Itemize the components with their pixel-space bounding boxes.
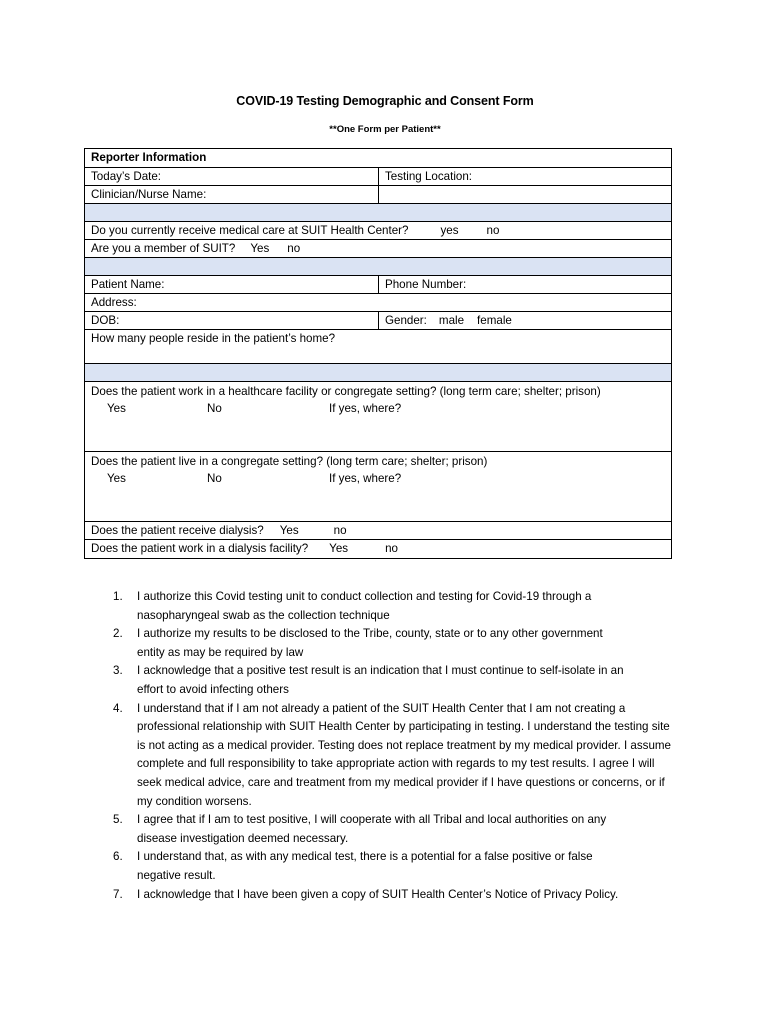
suit-member-cell xyxy=(85,240,671,257)
consent-item xyxy=(113,886,683,905)
consent-text-rest: entity as may be required by law xyxy=(137,645,304,659)
consent-item xyxy=(113,588,683,625)
dialysis-question: Does the patient receive dialysis? xyxy=(91,524,264,537)
page-subtitle: **One Form per Patient** xyxy=(329,124,441,135)
live-congregate-options xyxy=(91,470,671,487)
consent-text-rest: disease investigation deemed necessary. xyxy=(137,831,349,845)
consent-number: 7. xyxy=(113,887,123,901)
consent-list xyxy=(113,588,683,904)
page-title: COVID-19 Testing Demographic and Consent Form xyxy=(236,94,534,108)
dob-field[interactable]: DOB: xyxy=(85,312,379,329)
consent-item xyxy=(113,811,683,848)
consent-number: 1. xyxy=(113,590,123,603)
work-healthcare-no-option[interactable]: No xyxy=(207,402,222,415)
live-congregate-yes-option[interactable]: Yes xyxy=(107,472,126,485)
reporter-heading-row xyxy=(85,149,671,168)
gender-female-option[interactable]: female xyxy=(477,314,512,327)
clinician-name-field[interactable]: Clinician/Nurse Name: xyxy=(85,186,379,203)
dialysis-cell xyxy=(85,522,671,539)
live-congregate-where-field[interactable]: If yes, where? xyxy=(329,472,402,485)
consent-text-rest: negative result. xyxy=(137,868,216,882)
date-location-row xyxy=(85,168,671,186)
live-congregate-question: Does the patient live in a congregate setting? (long term care; shelter; prison) xyxy=(91,455,488,468)
consent-text-line: I authorize my results to be disclosed to the Tribe, county, state or to any other government xyxy=(137,627,603,641)
residents-row xyxy=(85,330,671,364)
dialysis-row xyxy=(85,522,671,540)
consent-number: 3. xyxy=(113,664,123,678)
consent-text-line: I authorize this Covid testing unit to conduct collection and testing for Covid-19 through a xyxy=(137,590,592,603)
reporter-heading: Reporter Information xyxy=(91,151,207,164)
suit-member-yes-option[interactable]: Yes xyxy=(250,242,270,255)
clinician-row xyxy=(85,186,671,204)
work-healthcare-options xyxy=(91,400,671,417)
work-healthcare-where-field[interactable]: If yes, where? xyxy=(329,402,402,415)
consent-number: 6. xyxy=(113,850,123,864)
gender-cell xyxy=(379,312,671,329)
work-healthcare-row xyxy=(85,382,671,452)
medical-care-cell xyxy=(85,222,671,239)
work-healthcare-cell xyxy=(85,382,671,417)
medical-care-row xyxy=(85,222,671,240)
gender-label: Gender: xyxy=(385,314,427,327)
clinician-row-empty-cell xyxy=(379,186,671,203)
shaded-divider-row xyxy=(85,364,671,382)
consent-text-line: I acknowledge that I have been given a copy of SUIT Health Center’s Notice of Privacy Policy. xyxy=(137,887,619,901)
work-healthcare-question: Does the patient work in a healthcare facility or congregate setting? (long term care; shelter; prison) xyxy=(91,385,601,398)
shaded-divider xyxy=(85,204,671,221)
live-congregate-no-option[interactable]: No xyxy=(207,472,222,485)
consent-text-line: I understand that if I am not already a patient of the SUIT Health Center that I am not creating a xyxy=(137,701,626,715)
shaded-divider xyxy=(85,364,671,381)
dialysis-work-no-option[interactable]: no xyxy=(385,542,398,555)
work-healthcare-yes-option[interactable]: Yes xyxy=(107,402,126,415)
live-congregate-cell xyxy=(85,452,671,487)
consent-number: 5. xyxy=(113,813,123,827)
consent-text-rest: professional relationship with SUIT Health Center by participating in testing. I understand the testing site is not acting as a medical provider. Testing does not replace treatment by my medical provider. I assume complete and full responsibility to take appropriate action with regards to my test results. I agree I will seek medical advice, care and treatment from my medical provider if I have questions or concerns, or if my condition worsens. xyxy=(137,720,672,808)
consent-item xyxy=(113,848,683,885)
consent-number: 2. xyxy=(113,627,123,641)
form-table xyxy=(84,148,672,559)
shaded-divider-row xyxy=(85,258,671,276)
dialysis-no-option[interactable]: no xyxy=(333,524,347,537)
dialysis-work-cell xyxy=(85,540,671,558)
residents-field[interactable]: How many people reside in the patient’s home? xyxy=(91,332,336,345)
patient-name-row xyxy=(85,276,671,294)
consent-text-line: I understand that, as with any medical test, there is a potential for a false positive or false xyxy=(137,850,593,864)
suit-member-question: Are you a member of SUIT? xyxy=(91,242,236,255)
consent-item xyxy=(113,625,683,662)
consent-text-line: I agree that if I am to test positive, I will cooperate with all Tribal and local authorities on any xyxy=(137,813,607,827)
dob-gender-row xyxy=(85,312,671,330)
address-field[interactable]: Address: xyxy=(91,296,137,309)
medical-care-no-option[interactable]: no xyxy=(486,224,500,237)
suit-member-no-option[interactable]: no xyxy=(287,242,301,255)
medical-care-yes-option[interactable]: yes xyxy=(440,224,459,237)
consent-item xyxy=(113,700,683,812)
shaded-divider xyxy=(85,258,671,275)
suit-member-row xyxy=(85,240,671,258)
consent-text-rest: effort to avoid infecting others xyxy=(137,682,289,696)
live-congregate-row xyxy=(85,452,671,522)
dialysis-yes-option[interactable]: Yes xyxy=(279,524,299,537)
consent-number: 4. xyxy=(113,701,123,715)
consent-text-line: I acknowledge that a positive test result is an indication that I must continue to self-isolate in an xyxy=(137,664,624,678)
dialysis-work-row xyxy=(85,540,671,558)
phone-number-field[interactable]: Phone Number: xyxy=(385,278,467,291)
testing-location-field[interactable]: Testing Location: xyxy=(385,170,473,183)
consent-item xyxy=(113,662,683,699)
consent-text-rest: nasopharyngeal swab as the collection technique xyxy=(137,608,390,622)
dialysis-work-question: Does the patient work in a dialysis facility? xyxy=(91,542,309,555)
shaded-divider-row xyxy=(85,204,671,222)
medical-care-question: Do you currently receive medical care at SUIT Health Center? xyxy=(91,224,409,237)
gender-male-option[interactable]: male xyxy=(438,314,465,327)
address-row xyxy=(85,294,671,312)
todays-date-field[interactable]: Today’s Date: xyxy=(85,168,379,185)
dialysis-work-yes-option[interactable]: Yes xyxy=(329,542,349,555)
patient-name-field[interactable]: Patient Name: xyxy=(85,276,379,293)
